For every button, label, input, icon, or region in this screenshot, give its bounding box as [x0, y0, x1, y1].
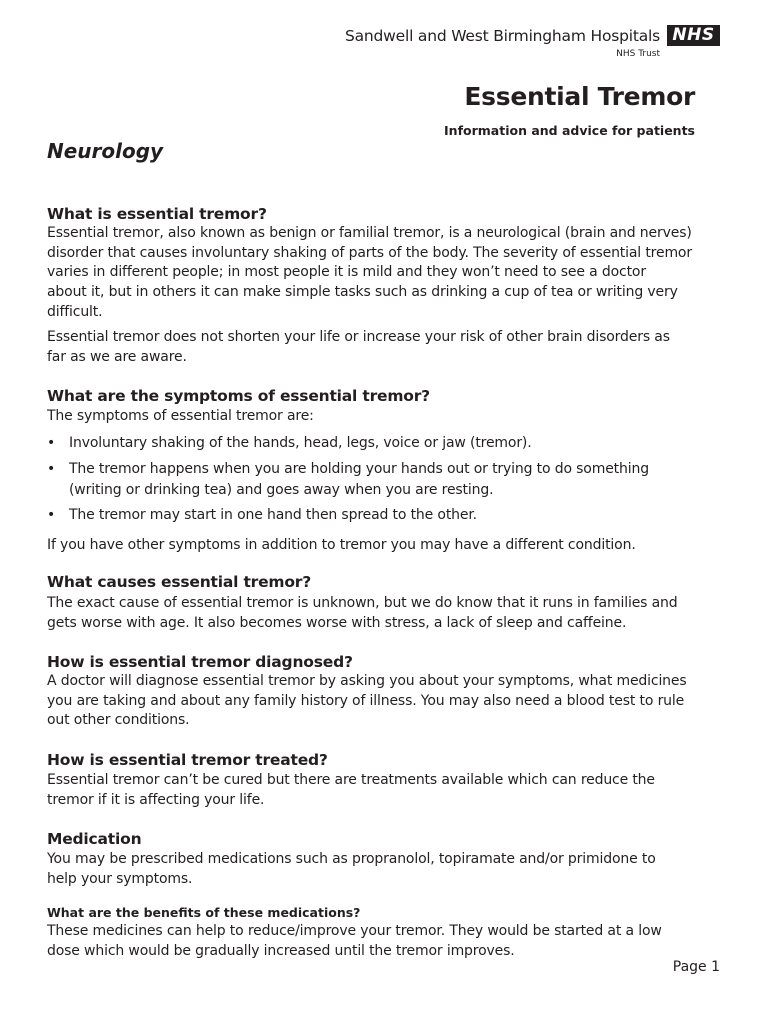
paragraph	[47, 536, 737, 556]
text-line: gets worse with age. It also becomes worse with stress, a lack of sleep and caffeine.	[47, 614, 627, 631]
paragraph	[47, 328, 737, 367]
text-line: Essential tremor does not shorten your life or increase your risk of other brain disorders as	[47, 329, 670, 345]
section-heading: How is essential tremor diagnosed?	[47, 653, 353, 671]
text-line: difficult.	[47, 303, 103, 320]
paragraph	[47, 922, 737, 961]
bullet-icon: •	[47, 461, 56, 477]
paragraph	[47, 850, 737, 889]
text-line: Essential tremor, also known as benign or familial tremor, is a neurological (brain and nerves)	[47, 225, 692, 241]
subheading: What are the benefits of these medications?	[47, 905, 361, 920]
text-line: varies in different people; in most people it is mild and they won’t need to see a doctor	[47, 264, 646, 281]
text-line: dose which would be gradually increased until the tremor improves.	[47, 942, 515, 959]
trust-label: NHS Trust	[616, 49, 660, 59]
text-line: The tremor happens when you are holding your hands out or trying to do something	[69, 461, 649, 477]
text-line: The symptoms of essential tremor are:	[47, 408, 314, 424]
section-heading: What is essential tremor?	[47, 205, 267, 223]
text-line: disorder that causes involuntary shaking of parts of the body. The severity of essential tremor	[47, 244, 692, 261]
text-line: The tremor may start in one hand then spread to the other.	[69, 507, 477, 523]
paragraph	[47, 594, 737, 633]
text-line: far as we are aware.	[47, 348, 187, 365]
text-line: you are taking and about any family history of illness. You may also need a blood test to rule	[47, 692, 685, 709]
paragraph	[47, 771, 737, 810]
paragraph	[47, 672, 737, 731]
text-line: These medicines can help to reduce/improve your tremor. They would be started at a low	[47, 923, 662, 939]
text-line: A doctor will diagnose essential tremor by asking you about your symptoms, what medicines	[47, 673, 687, 689]
text-line: You may be prescribed medications such as propranolol, topiramate and/or primidone to	[47, 851, 656, 867]
document-subtitle: Information and advice for patients	[444, 123, 695, 138]
text-line: tremor if it is affecting your life.	[47, 791, 265, 808]
bullet-icon: •	[47, 435, 56, 451]
text-line: The exact cause of essential tremor is unknown, but we do know that it runs in families and	[47, 595, 678, 611]
text-line: If you have other symptoms in addition to tremor you may have a different condition.	[47, 537, 636, 553]
section-heading: What causes essential tremor?	[47, 573, 312, 591]
department-label: Neurology	[47, 139, 164, 163]
bullet-icon: •	[47, 507, 56, 523]
section-heading: How is essential tremor treated?	[47, 751, 328, 769]
text-line: Essential tremor can’t be cured but there are treatments available which can reduce the	[47, 772, 655, 788]
text-line: (writing or drinking tea) and goes away when you are resting.	[69, 481, 494, 498]
paragraph	[47, 407, 737, 427]
list-item	[47, 433, 532, 454]
list-item	[47, 505, 477, 526]
organisation-name: Sandwell and West Birmingham Hospitals	[344, 27, 660, 45]
text-line: help your symptoms.	[47, 870, 193, 887]
paragraph	[47, 224, 737, 323]
document-title: Essential Tremor	[464, 82, 695, 111]
list-item	[47, 459, 649, 500]
section-heading: Medication	[47, 830, 142, 848]
text-line: Involuntary shaking of the hands, head, legs, voice or jaw (tremor).	[69, 435, 532, 451]
text-line: out other conditions.	[47, 712, 190, 729]
section-heading: What are the symptoms of essential tremor?	[47, 387, 430, 405]
page-number: Page 1	[672, 959, 720, 975]
text-line: about it, but in others it can make simple tasks such as drinking a cup of tea or writing very	[47, 284, 678, 301]
nhs-logo: NHS	[667, 25, 720, 46]
